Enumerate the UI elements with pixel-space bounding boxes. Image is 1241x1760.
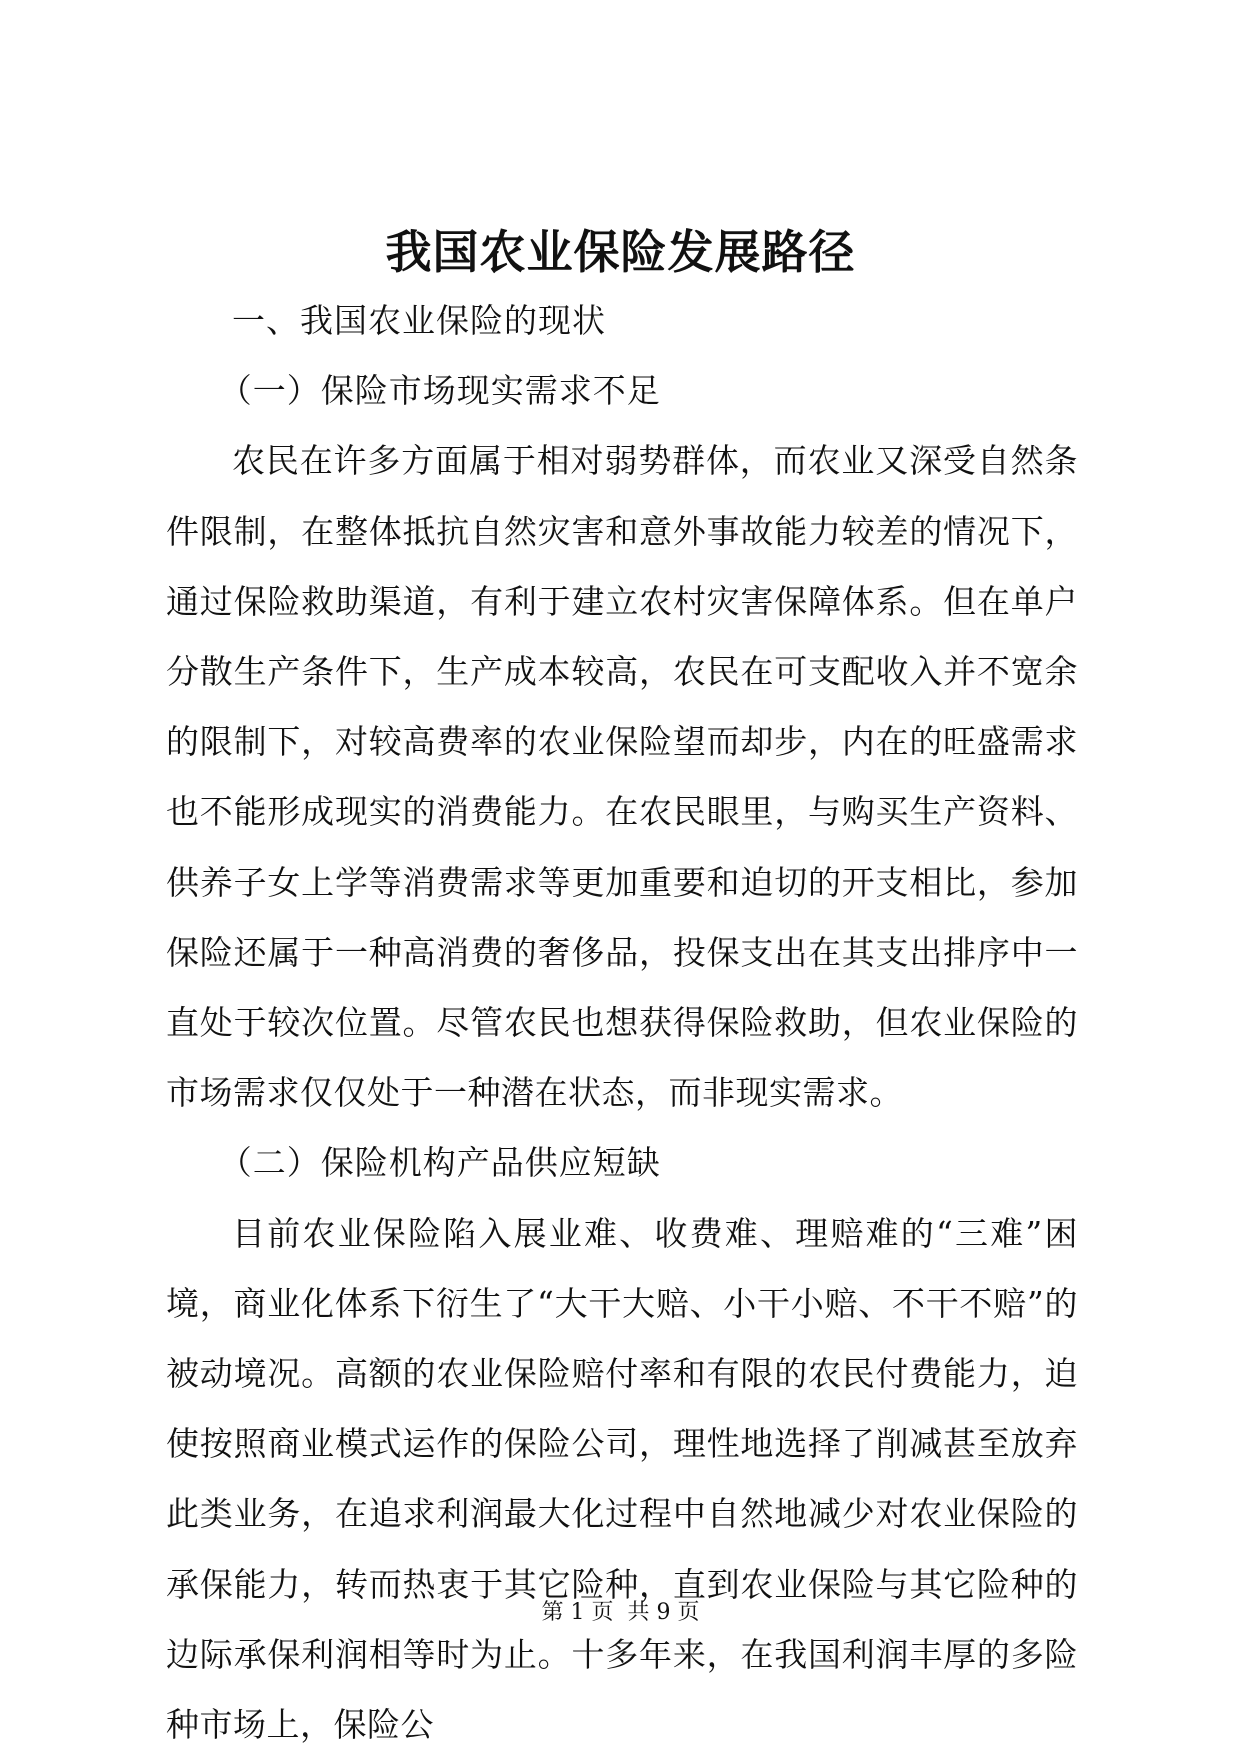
page-footer — [0, 1598, 1241, 1628]
document-body — [166, 286, 1078, 1760]
section-heading: 一、我国农业保险的现状 — [232, 301, 606, 340]
body-paragraph: 农民在许多方面属于相对弱势群体，而农业又深受自然条件限制，在整体抵抗自然灾害和意外事故能力较差的情况下，通过保险救助渠道，有利于建立农村灾害保障体系。但在单户分散生产条件下，生产成本较高，农民在可支配收入并不宽余的限制下，对较高费率的农业保险望而却步，内在的旺盛需求也不能形成现实的消费能力。在农民眼里，与购买生产资料、供养子女上学等消费需求等更加重要和迫切的开支相比，参加保险还属于一种高消费的奢侈品，投保支出在其支出排序中一直处于较次位置。尽管农民也想获得保险救助，但农业保险的市场需求仅仅处于一种潜在状态，而非现实需求。 — [166, 441, 1078, 1113]
subsection-heading: （二）保险机构产品供应短缺 — [218, 1143, 661, 1183]
document-title: 我国农业保险发展路径 — [385, 225, 856, 279]
page-number: 第 1 页 共 9 页 — [541, 1600, 700, 1625]
body-paragraph: 目前农业保险陷入展业难、收费难、理赔难的“三难”困境，商业化体系下衍生了“大干大赔、小干小赔、不干不赔”的被动境况。高额的农业保险赔付率和有限的农民付费能力，迫使按照商业模式运作的保险公司，理性地选择了削减甚至放弃此类业务，在追求利润最大化过程中自然地减少对农业保险的承保能力，转而热衷于其它险种，直到农业保险与其它险种的边际承保利润相等时为止。十多年来，在我国利润丰厚的多险种市场上，保险公 — [166, 1213, 1078, 1745]
subsection-heading: （一）保险市场现实需求不足 — [218, 371, 661, 411]
